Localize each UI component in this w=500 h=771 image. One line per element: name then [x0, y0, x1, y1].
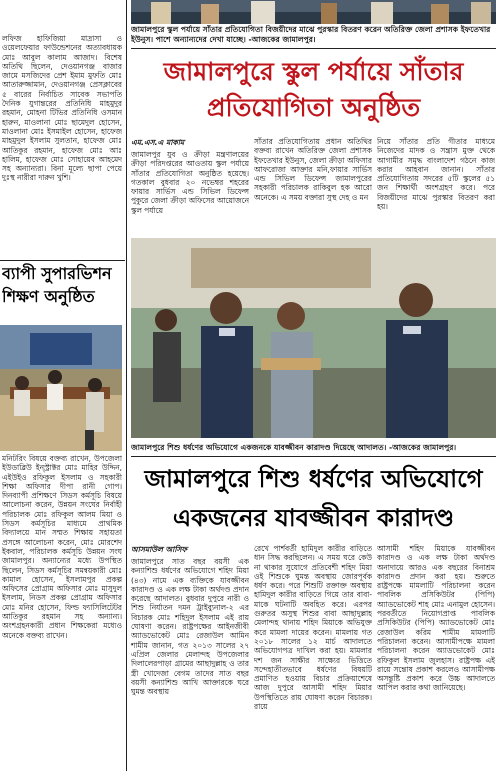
left-divider — [0, 260, 125, 261]
left-headline-box — [2, 262, 125, 324]
swimming-photo — [131, 0, 496, 24]
main-byline: আসমাউল আসিফ — [131, 545, 188, 554]
main-caption-rule — [131, 456, 496, 457]
swimming-col-1-text: জামালপুর যুব ও ক্রীড়া মন্ত্রণালয়ের ক্রীড়া পরিদপ্তরের আওতায় স্কুল পর্যায়ে সাঁতার প্রতিযোগিতা অনুষ্ঠিত হয়েছে। গতকাল বুধবার ২০ নভেম্বর শহরের ফায়ার সার্ভিস এন্ড সিভিল ডিফেন্স পুকুরে জেলা ক্রীড়া অফিসের আয়োজনে স্কুল পর্যায়ে — [131, 150, 249, 215]
swimming-photo-caption — [131, 25, 496, 47]
swimming-headline-line2: প্রতিযোগিতা অনুষ্ঠিত — [206, 93, 421, 122]
left-photo — [0, 325, 122, 451]
swimming-col-3-text: নিয়ে সাঁতার প্রতি গীতার মাধ্যমে নিজেদের মাদক ও সন্ত্রাস মুক্ত থেকে আগামীর সমৃদ্ধ বাংলাদেশ গঠনে কাজ করার আহবান জানান। সাঁতার প্রতিযোগিতায় সদরের ৫টি স্কুলের ৫১ জন শিক্ষার্থী অংশগ্রহণ করে। পরে বিজয়ীদের মাঝে পুরস্কার বিতরণ করা হয়। — [377, 137, 495, 212]
court-caption-text: জামালপুরে শিশু ধর্ষণের অভিযোগে একজনকে যাবজ্জীবন কারাদণ্ড দিয়েছে আদালত। -আজকের জামালপুর। — [131, 443, 457, 452]
main-headline-line2: একজনের যাবজ্জীবন কারাদণ্ড — [172, 504, 455, 532]
main-col-1 — [131, 544, 249, 769]
left-story-bottom-text — [2, 454, 122, 769]
main-col-3 — [377, 544, 495, 769]
court-photo-caption — [131, 442, 496, 454]
caption-rule — [131, 48, 496, 49]
main-col-2-text: রেখে পার্শবর্তী হামিদুল কারীর বাড়িতে ধান সিদ্ধ করছিলেন। এ সময় ঘরে কেউ না থাকার সুযোগে প্রতিবেশী শহিদ মিয়া ওই শিশুকে ঘুমন্ত অবস্থায় জোরপূর্বক ধর্ষণ করে। পরে শিশুটি রক্তাক্ত অবস্থায় হামিদুল কারীর বাড়িতে গিয়ে তার বাবা-মাকে ঘটনাটি অবহিত করে। এরপর গুরুতর অসুস্থ শিশুর বাবা আছাদুল্লাহ মেলান্দহ থানায় শহিদ মিয়াকে অভিযুক্ত করে মামলা দায়ের করেন। মামলায় গত ২০১৮ সালের ১২ মার্চ আদালতে অভিযোগপত্র দাখিল করা হয়। মামলার দশ জন সাক্ষীর সাক্ষ্যের ভিত্তিতে সন্দেহাতীতভাবে ধর্ষণের বিষয়টি প্রমাণিত হওয়ায় বিচার প্রক্রিয়াশেষে আজ দুপুরে আসামী শহিদ মিয়ার উপস্থিতিতে রায় ঘোষণা করেন বিচারক। রায়ে — [254, 544, 372, 712]
main-headline-line1: জামালপুরে শিশু ধর্ষণের অভিযোগে — [144, 465, 483, 493]
court-photo — [131, 238, 496, 438]
swimming-col-1 — [131, 137, 249, 235]
swimming-caption-text: জামালপুরে স্কুল পর্যায়ে সাঁতার প্রতিযোগিতা বিজয়ীদের মাঝে পুরস্কার বিতরণ করেন অতিরিক্ত জেলা প্রশাসক ইফতেখার ইউনুস। পাশে অন্যান্যদের দেখা যাচ্ছে। -আজকের জামালপুর। — [131, 25, 491, 44]
swimming-col-2 — [254, 137, 372, 235]
vertical-column-rule — [126, 0, 127, 771]
main-col-2 — [254, 544, 372, 769]
swimming-headline-line1: জামালপুরে স্কুল পর্যায়ে সাঁতার — [163, 57, 464, 86]
left-headline: ব্যাপী সুপারভিশন শিক্ষণ অনুষ্ঠিত — [2, 264, 112, 306]
swimming-col-3 — [377, 137, 495, 235]
swimming-byline: এম.এস.এ মাকাম — [131, 138, 185, 147]
left-story-top-text — [2, 34, 122, 259]
left-story-body: লফিজ হাফিজিয়া মাদ্রাসা ও ওয়েলফেয়ার ফাউন্ডেশনের অত্যাবধায়ক মোঃ আবুল কালাম আজাদ। বিশেষ অতিথি ছিলেন, দেওয়ানগঞ্জ বাজার জামে মসজিদের প্রেশ ইমাম মুফতি মোঃ আতারুজ্জামান, দেওয়ানগঞ্জ প্রেসক্লাবের ৫ বারের নির্বাচিত সাবেক সভাপতি দৈনিক যুগান্তরের প্রতিনিধি মাহমুদুর রহমান, মোহনা টিভির প্রতিনিধি ওসমান হারুন, মাওলানা মোঃ ছামেদুল হোসেন, মাওলানা মোঃ ইসমাইল হোসেন, হাফেজ মাহমুদুল ইসলাম সুলতান, হাফেজ মোঃ আতিকুর রহমান, হাফেজ মোঃ আঃ হালিম, হাফেজ মোঃ সোহায়েব আহমেদ সহ অন্যান্যরা। বিনা মূল্যে ছাপা পেয়ে দুঃস্থ নারীরা দারুন খুশি। — [2, 34, 122, 183]
main-col-3-text: আসামী শহিদ মিয়াকে যাবজ্জীবন কারাদণ্ড ও এক লক্ষ টাকা অর্থদণ্ড অনাদায়ে আরও এক বছরের বিনাশ্রম কারাদণ্ড প্রদান করা হয়। শুরুতে রাষ্ট্রপক্ষে মামলাটি পরিচালনা করেন পাবলিক প্রসিকিউটর (পিপি) অ্যাডভোকেট শাহ মোঃ এনামুল হোসেন। পরবর্তীতে নিয়োগপ্রাপ্ত পাবলিক প্রসিকিউটর (পিপি) অ্যাডভোকেট মোঃ রেজাউল করিম শামীম মামলাটি পরিচালনা করেন। আসামীপক্ষে মামলা পরিচালনা করেন অ্যাডভোকেট মোঃ রফিকুল ইসলাম জুলহাস। রাষ্ট্রপক্ষ এই রায়ে সন্তোষ প্রকাশ করলেও আসামীপক্ষ অসন্তুষ্টি প্রকাশ করে উচ্চ আদালতে আপিল করার কথা জানিয়েছে। — [377, 544, 495, 693]
swimming-col-2-text: সাঁতার প্রতিযোগিতায় প্রধান অতিথির বক্তব্য রাখেন অতিরিক্ত জেলা প্রশাসক ইফতেখার ইউনুস, জেলা ক্রীড়া অফিসার আফরোজা আক্তার মনি,ফায়ার সার্ভিস এন্ড সিভিল ডিফেন্স জামালপুরের সহকারী পরিচালক রাকিবুল হক আরো অনেকে। এ সময় বক্তারা সুস্থ দেহ ও মন — [254, 137, 372, 202]
main-col-1-text: জামালপুরে সাত বছর বয়সী এক কন্যাশিশু ধর্ষণের অভিযোগে শহিদ মিয়া (৪৩) নামে এক ব্যক্তিকে যাবজ্জীবন কারাদণ্ড ও এক লক্ষ টাকা অর্থদণ্ড প্রদান করেছে আদালত। বুধবার দুপুরে নারী ও শিশু নির্যাতন দমন ট্রাইব্যুনাল-২ এর বিচারক মোঃ শহিদুল ইসলাম এই রায় ঘোষণা করেন। রাষ্ট্রপক্ষের আইনজীবী অ্যাডভোকেট মোঃ রেজাউল আমিন শামীম জানান, গত ২০১৩ সালের ২৭ এপ্রিল জেলার মেলান্দহ উপজেলার দিলালেরপাড়া গ্রামের আছাদুল্লাহ ও তার স্ত্রী খোদেজা বেগম তাদের সাত বছর বয়সী কন্যাশিশু আখি আক্তারকে ঘরে ঘুমন্ত অবস্থায় — [131, 557, 249, 697]
left-story-bottom-body: মনিটরিং বিষয়ে বক্তব্য রাখেন, উপজেলা ইউডাব্লিউ ইন্স্ট্রাক্টর মোঃ মাহির উদ্দিন, এইউইও রফিকুল ইসলাম ও সহকারী শিক্ষা অফিসার দীপা রানী গোপ। দিনব্যাপী প্রশিক্ষণে সিডস কর্মসূচি বিষয়ে আলোচনা করেন, উন্নয়ন সংঘের নির্বাহী পরিচালক মোঃ রফিকুল আলম মিয়া ও সিডস কর্মসূচির মাধ্যমে প্রাথমিক বিদ্যালয়ে মান সম্মত শিক্ষায় সহায়তা প্রসঙ্গে আলোচনা করেন, মোঃ মোরশেদ ইকবাল, পরিচালক কর্মসূচি উন্নয়ন সংঘ জামালপুর। অন্যান্যের মধ্যে উপস্থিত ছিলেন, সিডস কর্মসূচির সমন্বয়কারী মোঃ কামাল হোসেন, ইসলামপুর প্রকল্প অফিসের প্রোগ্রাম অফিসার মোঃ মাসুদুল ইসলাম, নিডস প্রকল্প প্রোগ্রাম অফিসার মোঃ মনির হোসেন, ফিল্ড ফ্যাসিলিটেটর আতিকুর রহমান সহ অন্যান্য। অংশগ্রহনকারী প্রধান শিক্ষকেরা মধ্যেও অনেকে বক্তব্য রাখেন। — [2, 454, 122, 640]
